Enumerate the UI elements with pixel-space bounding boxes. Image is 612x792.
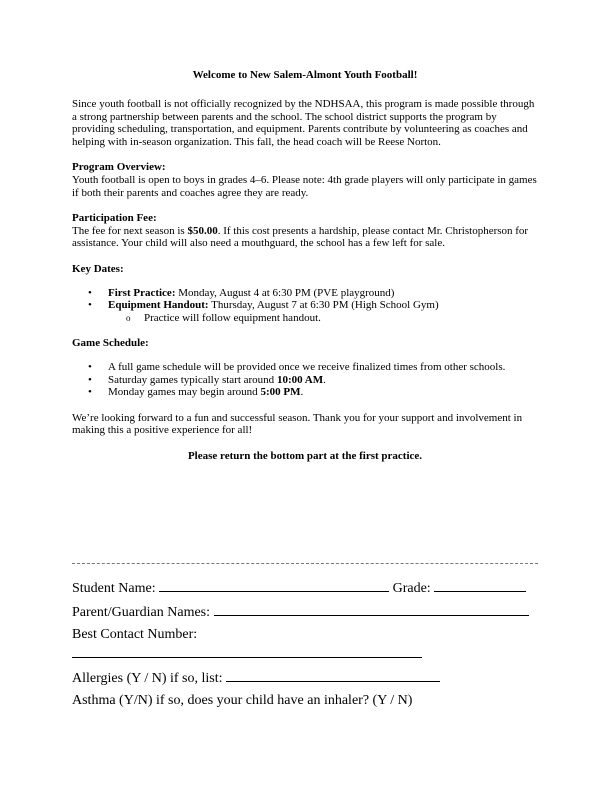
page-title: Welcome to New Salem-Almont Youth Football!	[192, 69, 418, 81]
asthma-row	[72, 692, 538, 716]
schedule-item-1: A full game schedule will be provided once we receive finalized times from other schools.	[108, 360, 506, 373]
game-schedule-heading: Game Schedule:	[72, 337, 149, 350]
program-overview-heading: Program Overview:	[72, 161, 166, 174]
schedule-item-3-before: Monday games may begin around	[108, 386, 261, 399]
parent-names-label: Parent/Guardian Names:	[72, 605, 211, 620]
fee-text-before: The fee for next season is	[72, 224, 188, 237]
bullet-icon: •	[88, 299, 92, 312]
equipment-handout-label: Equipment Handout:	[108, 299, 209, 312]
fee-amount: $50.00	[187, 224, 218, 237]
fee-text-after: . If this cost presents a hardship, please contact Mr. Christopherson for assistance. Your child will also need a mouthguard, the school has a few left for sale.	[72, 224, 529, 250]
contact-line-row	[72, 646, 538, 668]
student-name-label: Student Name:	[72, 581, 156, 596]
key-dates-heading: Key Dates:	[72, 262, 124, 275]
monday-time: 5:00 PM	[260, 386, 301, 399]
contact-row	[72, 626, 538, 646]
closing-paragraph: We’re looking forward to a fun and successful season. Thank you for your support and involvement in making this a positive experience for all!	[72, 411, 523, 437]
program-overview-text: Youth football is open to boys in grades 4–6. Please note: 4th grade players will only participate in games if both their parents and coaches agree they are ready.	[72, 173, 537, 199]
return-instruction: Please return the bottom part at the first practice.	[187, 449, 423, 462]
subitem-text: Practice will follow equipment handout.	[144, 311, 321, 324]
allergies-row	[72, 668, 538, 692]
letter	[72, 68, 538, 462]
key-dates-list	[72, 287, 538, 325]
cut-line	[72, 563, 538, 564]
first-practice-text: Monday, August 4 at 6:30 PM (PVE playground)	[175, 286, 395, 299]
list-item	[72, 386, 538, 399]
key-dates-section	[72, 263, 538, 324]
bullet-icon: •	[88, 373, 92, 386]
list-subitem	[72, 312, 538, 325]
bullet-icon: •	[88, 386, 92, 399]
list-item	[72, 374, 538, 387]
participation-fee-heading: Participation Fee:	[72, 212, 157, 225]
list-item	[72, 361, 538, 374]
list-item	[72, 299, 538, 312]
student-name-row	[72, 578, 538, 602]
bullet-icon: •	[88, 360, 92, 373]
allergies-label: Allergies (Y / N) if so, list:	[72, 671, 223, 686]
schedule-item-2-before: Saturday games typically start around	[108, 373, 277, 386]
schedule-item-3-after: .	[300, 386, 304, 399]
student-name-field[interactable]	[159, 578, 389, 592]
list-item	[72, 287, 538, 300]
game-schedule-section	[72, 337, 538, 398]
asthma-label: Asthma (Y/N) if so, does your child have an inhaler? (Y / N)	[72, 693, 413, 708]
bullet-icon: •	[88, 286, 92, 299]
game-schedule-list	[72, 361, 538, 399]
saturday-time: 10:00 AM	[276, 373, 324, 386]
schedule-item-2-after: .	[323, 373, 326, 386]
equipment-handout-text: Thursday, August 7 at 6:30 PM (High School Gym)	[208, 299, 439, 312]
allergies-field[interactable]	[226, 668, 440, 682]
return-form	[72, 578, 538, 716]
contact-field[interactable]	[72, 649, 422, 658]
participation-fee-text	[72, 225, 538, 250]
participation-fee-section	[72, 212, 538, 250]
grade-field[interactable]	[434, 578, 526, 592]
program-overview-section	[72, 161, 538, 199]
first-practice-label: First Practice:	[108, 286, 176, 299]
sub-bullet-icon: o	[126, 312, 131, 323]
grade-label: Grade:	[392, 581, 431, 596]
intro-paragraph: Since youth football is not officially recognized by the NDHSAA, this program is made possible through a strong partnership between parents and the school. The school district supports the program by providing scheduling, transportation, and equipment. Parents contribute by volunteering as coaches and helping with in-season organization. This fall, the head coach will be Reese Norton.	[72, 98, 535, 148]
parent-names-row	[72, 602, 538, 626]
contact-label: Best Contact Number:	[72, 627, 198, 642]
parent-names-field[interactable]	[214, 602, 529, 616]
